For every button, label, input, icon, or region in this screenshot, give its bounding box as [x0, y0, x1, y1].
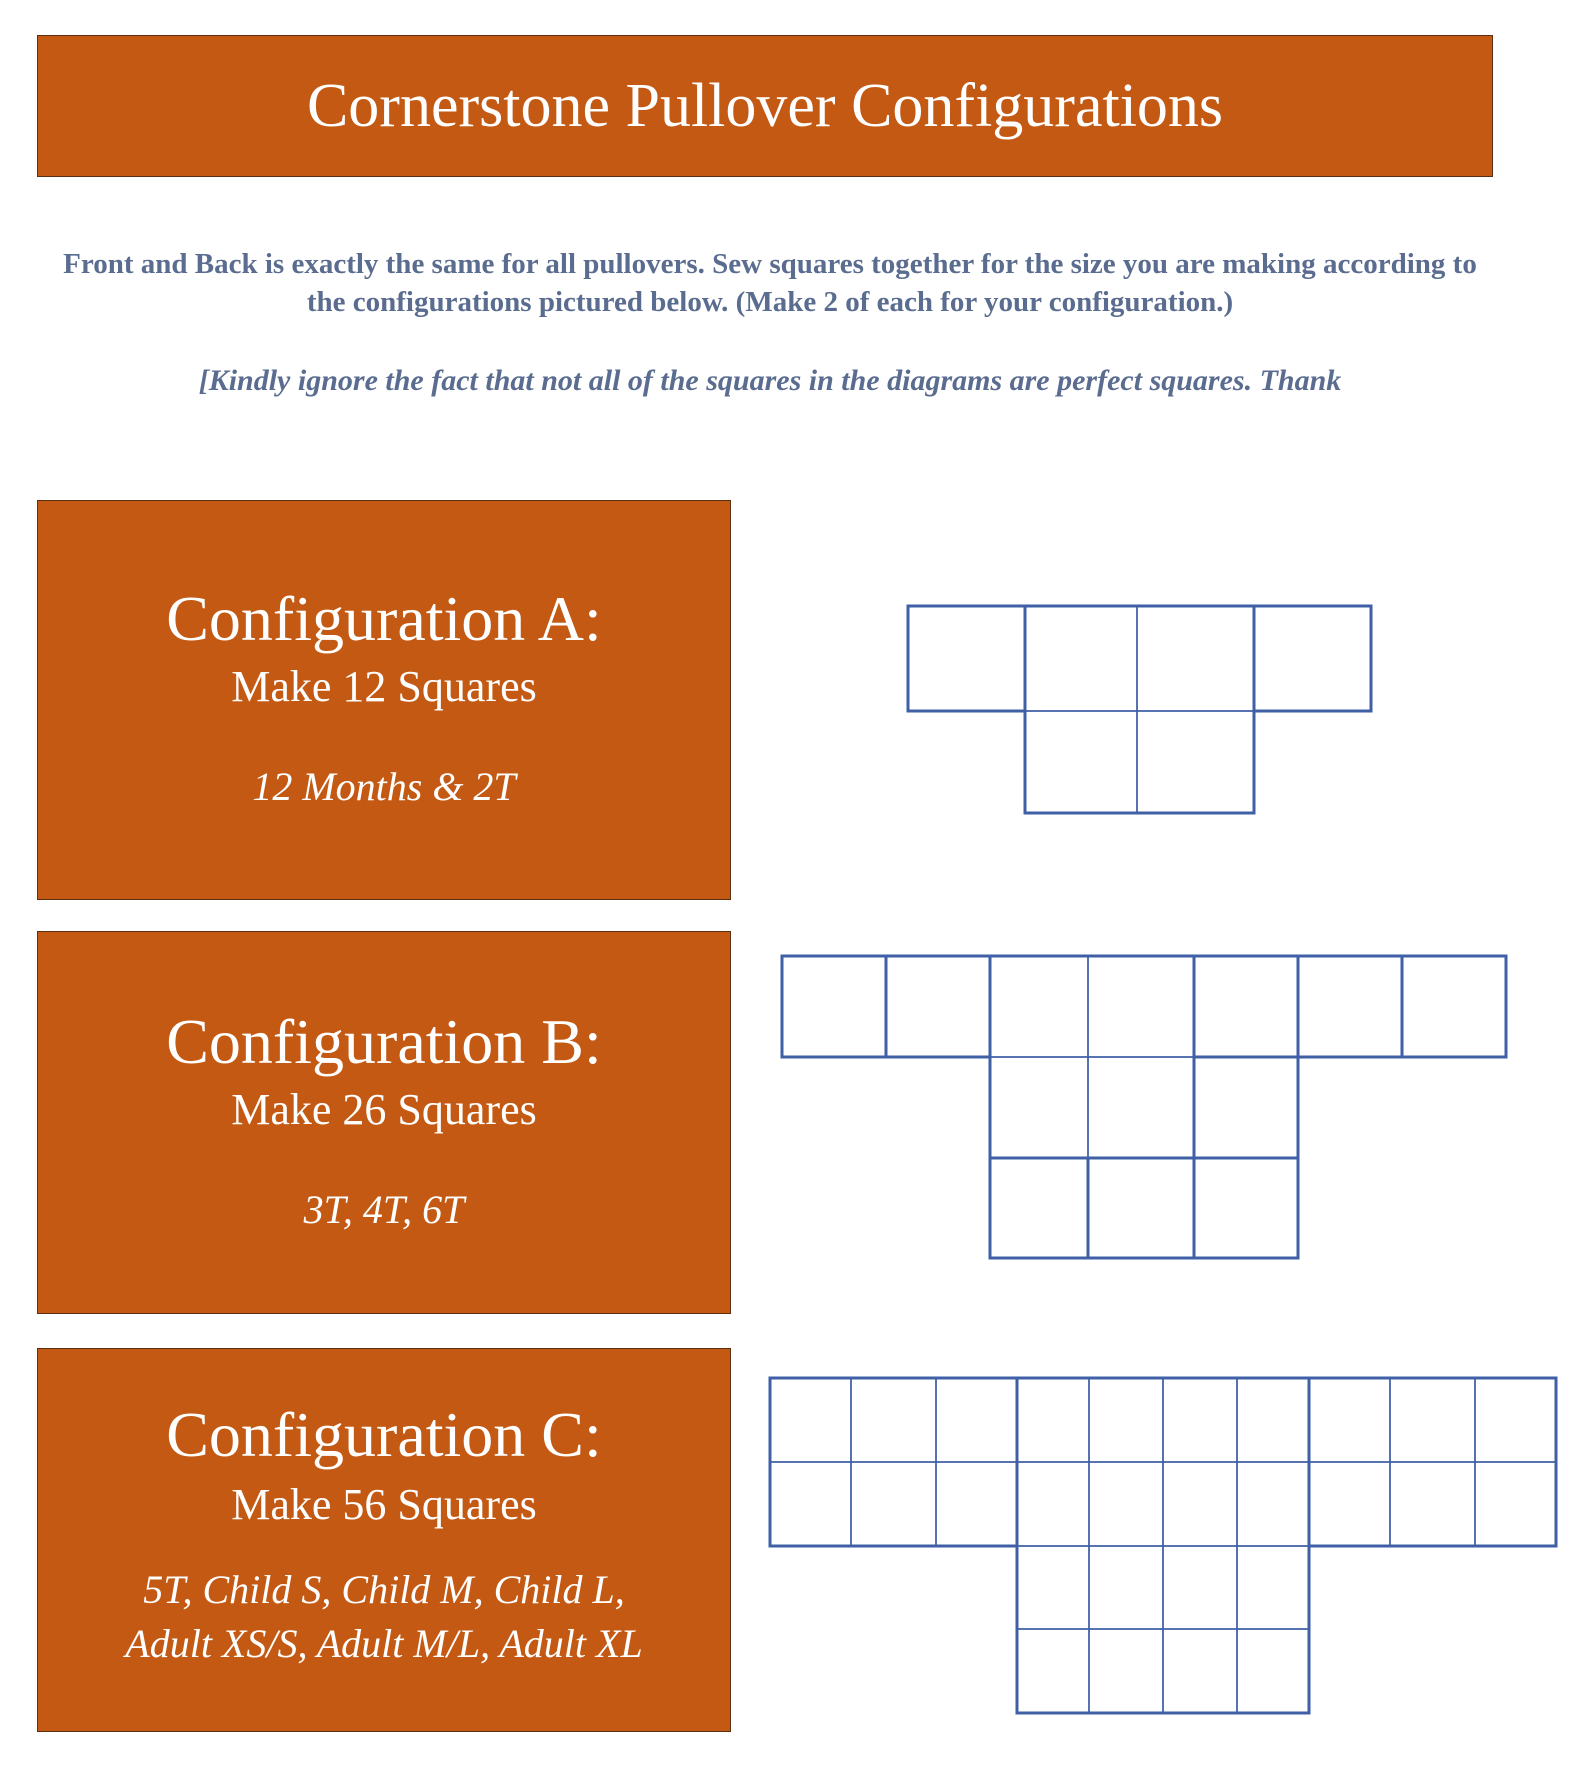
square [1025, 606, 1137, 711]
square [1194, 1158, 1298, 1258]
square [1402, 956, 1506, 1057]
square [1309, 1462, 1390, 1546]
square [1390, 1378, 1475, 1462]
square [1137, 606, 1254, 711]
square [1237, 1629, 1309, 1713]
square [1137, 711, 1254, 813]
square [1254, 606, 1371, 711]
square [1475, 1378, 1556, 1462]
square [1088, 1057, 1194, 1158]
square [936, 1462, 1017, 1546]
square [1088, 1158, 1194, 1258]
configuration-b-sizes [38, 1184, 730, 1236]
configuration-a-heading: Configuration A: [166, 583, 602, 654]
square [1237, 1378, 1309, 1462]
square [1089, 1378, 1163, 1462]
configuration-c-sizes [38, 1563, 730, 1671]
square [1163, 1378, 1237, 1462]
square [851, 1462, 936, 1546]
configuration-a-sizes [38, 761, 730, 813]
configuration-b-heading: Configuration B: [166, 1006, 602, 1077]
piece-outline [1254, 606, 1371, 711]
square [1390, 1462, 1475, 1546]
square [1163, 1546, 1237, 1629]
configuration-b-count: Make 26 Squares [231, 1085, 537, 1134]
square [1163, 1462, 1237, 1546]
intro-text: Front and Back is exactly the same for all pullovers. Sew squares together for the size you are making according to the configurations pictured below. (Make 2 of each for your configuration.) [63, 248, 1477, 318]
configuration-c-card [37, 1348, 731, 1732]
square [1237, 1546, 1309, 1629]
configuration-a-count: Make 12 Squares [231, 662, 537, 711]
square [908, 606, 1025, 711]
square [782, 956, 886, 1057]
piece-outline [1298, 956, 1402, 1057]
configuration-c-diagram [764, 1372, 1564, 1720]
square [1089, 1546, 1163, 1629]
square [1017, 1462, 1089, 1546]
square [1298, 956, 1402, 1057]
square [1237, 1462, 1309, 1546]
piece-outline [1194, 956, 1298, 1057]
configuration-a-grid [908, 606, 1371, 813]
piece-outline [1025, 606, 1254, 813]
configuration-a-card [37, 500, 731, 900]
square [770, 1462, 851, 1546]
square [990, 1057, 1088, 1158]
square [990, 1158, 1088, 1258]
square [886, 956, 990, 1057]
square [1194, 956, 1298, 1057]
square [1089, 1462, 1163, 1546]
configuration-a-sizes-line: 12 Months & 2T [252, 764, 516, 809]
configuration-c-grid [770, 1378, 1556, 1713]
square [990, 956, 1088, 1057]
piece-outline [990, 1158, 1088, 1258]
square [1017, 1546, 1089, 1629]
configuration-c-count: Make 56 Squares [231, 1480, 537, 1529]
square [936, 1378, 1017, 1462]
piece-outline [886, 956, 990, 1057]
piece-outline [908, 606, 1025, 711]
square [1017, 1378, 1089, 1462]
configuration-b-grid [782, 956, 1506, 1258]
square [1194, 1057, 1298, 1158]
square [1309, 1378, 1390, 1462]
square [1089, 1629, 1163, 1713]
square [1088, 956, 1194, 1057]
piece-outline [1088, 1158, 1194, 1258]
configuration-c-sizes-line-1: 5T, Child S, Child M, Child L, [143, 1567, 625, 1612]
square [1017, 1629, 1089, 1713]
note-text: [Kindly ignore the fact that not all of the squares in the diagrams are perfect squares. Thank [198, 364, 1342, 397]
configuration-c-sizes-line-2: Adult XS/S, Adult M/L, Adult XL [125, 1621, 643, 1666]
configuration-a-diagram [900, 600, 1380, 820]
configuration-b-diagram [776, 950, 1516, 1266]
piece-outline [782, 956, 886, 1057]
page-title: Cornerstone Pullover Configurations [37, 35, 1493, 177]
piece-outline [1194, 1158, 1298, 1258]
square [1025, 711, 1137, 813]
configuration-b-sizes-line: 3T, 4T, 6T [303, 1187, 465, 1232]
configuration-c-heading: Configuration C: [166, 1399, 602, 1470]
piece-outline [1402, 956, 1506, 1057]
square [1475, 1462, 1556, 1546]
configuration-b-card [37, 931, 731, 1314]
square [770, 1378, 851, 1462]
piece-outline [1194, 1057, 1298, 1158]
square [1163, 1629, 1237, 1713]
square [851, 1378, 936, 1462]
